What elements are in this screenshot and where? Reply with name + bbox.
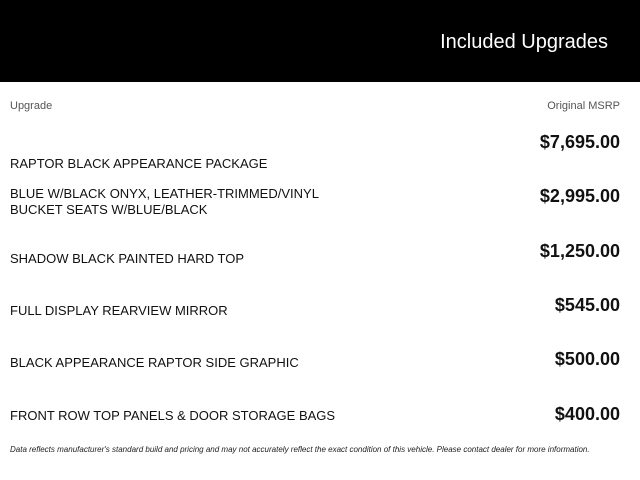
upgrade-row — [0, 132, 640, 172]
upgrade-name: FRONT ROW TOP PANELS & DOOR STORAGE BAGS — [10, 408, 336, 423]
upgrade-row — [0, 241, 640, 267]
upgrade-price: $1,250.00 — [539, 241, 620, 261]
upgrade-name: SHADOW BLACK PAINTED HARD TOP — [10, 251, 245, 266]
upgrade-column-header: Upgrade — [10, 100, 53, 112]
upgrade-row — [0, 404, 640, 424]
upgrade-name: BLUE W/BLACK ONYX, LEATHER-TRIMMED/VINYL BUCKET SEATS W/BLUE/BLACK — [10, 186, 319, 217]
header-bar — [0, 0, 640, 82]
upgrade-price: $500.00 — [554, 349, 620, 369]
upgrade-name: RAPTOR BLACK APPEARANCE PACKAGE — [10, 156, 268, 171]
page-title: Included Upgrades — [440, 31, 608, 53]
disclaimer-text: Data reflects manufacturer's standard build and pricing and may not accurately reflect the exact condition of this vehicle. Please contact dealer for more information. — [10, 445, 590, 454]
upgrade-price: $2,995.00 — [539, 186, 620, 206]
upgrade-row — [0, 186, 640, 216]
upgrade-price: $7,695.00 — [539, 132, 620, 152]
upgrade-price: $400.00 — [554, 404, 620, 424]
upgrade-price: $545.00 — [554, 295, 620, 315]
upgrade-row — [0, 349, 640, 371]
upgrade-row — [0, 295, 640, 319]
upgrade-name: FULL DISPLAY REARVIEW MIRROR — [10, 303, 228, 318]
msrp-column-header: Original MSRP — [547, 100, 620, 112]
upgrade-name: BLACK APPEARANCE RAPTOR SIDE GRAPHIC — [10, 355, 299, 370]
